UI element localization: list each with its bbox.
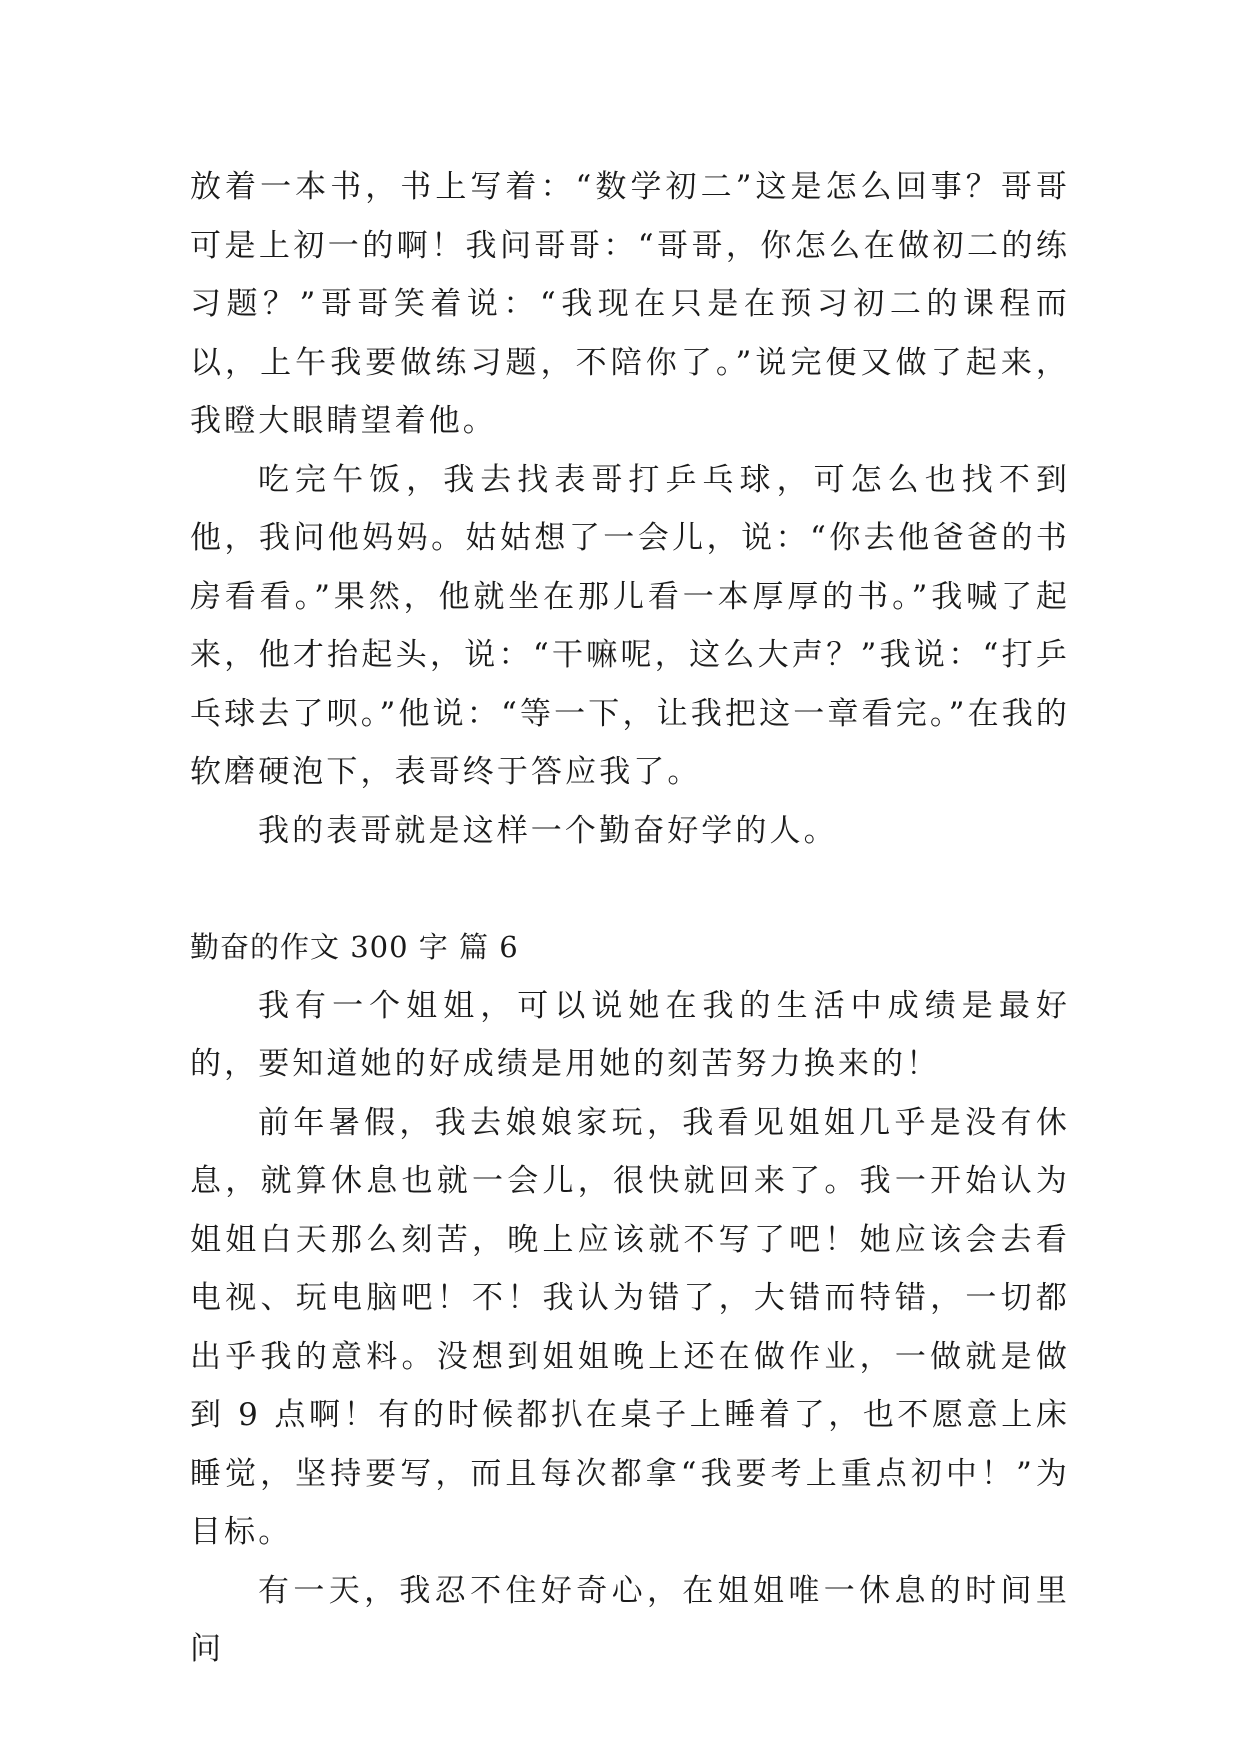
- paragraph: 放着一本书，书上写着：“数学初二”这是怎么回事？哥哥可是上初一的啊！我问哥哥：“哥哥，你怎么在做初二的练习题？”哥哥笑着说：“我现在只是在预习初二的课程而以，上午我要做练习题，不陪你了。”说完便又做了起来，我瞪大眼睛望着他。: [190, 169, 1070, 439]
- section-title: 勤奋的作文 300 字 篇 6: [190, 930, 519, 964]
- document-body: [190, 158, 1070, 1679]
- paragraph: 我有一个姐姐，可以说她在我的生活中成绩是最好的，要知道她的好成绩是用她的刻苦努力换来的！: [190, 987, 1070, 1082]
- paragraph: 我的表哥就是这样一个勤奋好学的人。: [258, 812, 838, 849]
- paragraph: 吃完午饭，我去找表哥打乒乓球，可怎么也找不到他，我问他妈妈。姑姑想了一会儿，说：“你去他爸爸的书房看看。”果然，他就坐在那儿看一本厚厚的书。”我喊了起来，他才抬起头，说：“干嘛呢，这么大声？”我说：“打乒乓球去了呗。”他说：“等一下，让我把这一章看完。”在我的软磨硬泡下，表哥终于答应我了。: [190, 461, 1070, 790]
- paragraph: 前年暑假，我去娘娘家玩，我看见姐姐几乎是没有休息，就算休息也就一会儿，很快就回来了。我一开始认为姐姐白天那么刻苦，晚上应该就不写了吧！她应该会去看电视、玩电脑吧！不！我认为错了，大错而特错，一切都出乎我的意料。没想到姐姐晚上还在做作业，一做就是做到 9 点啊！有的时候都扒在桌子上睡着了，也不愿意上床睡觉，坚持要写，而且每次都拿“我要考上重点初中！”为目标。: [190, 1104, 1070, 1550]
- paragraph: 有一天，我忍不住好奇心，在姐姐唯一休息的时间里问: [190, 1572, 1070, 1667]
